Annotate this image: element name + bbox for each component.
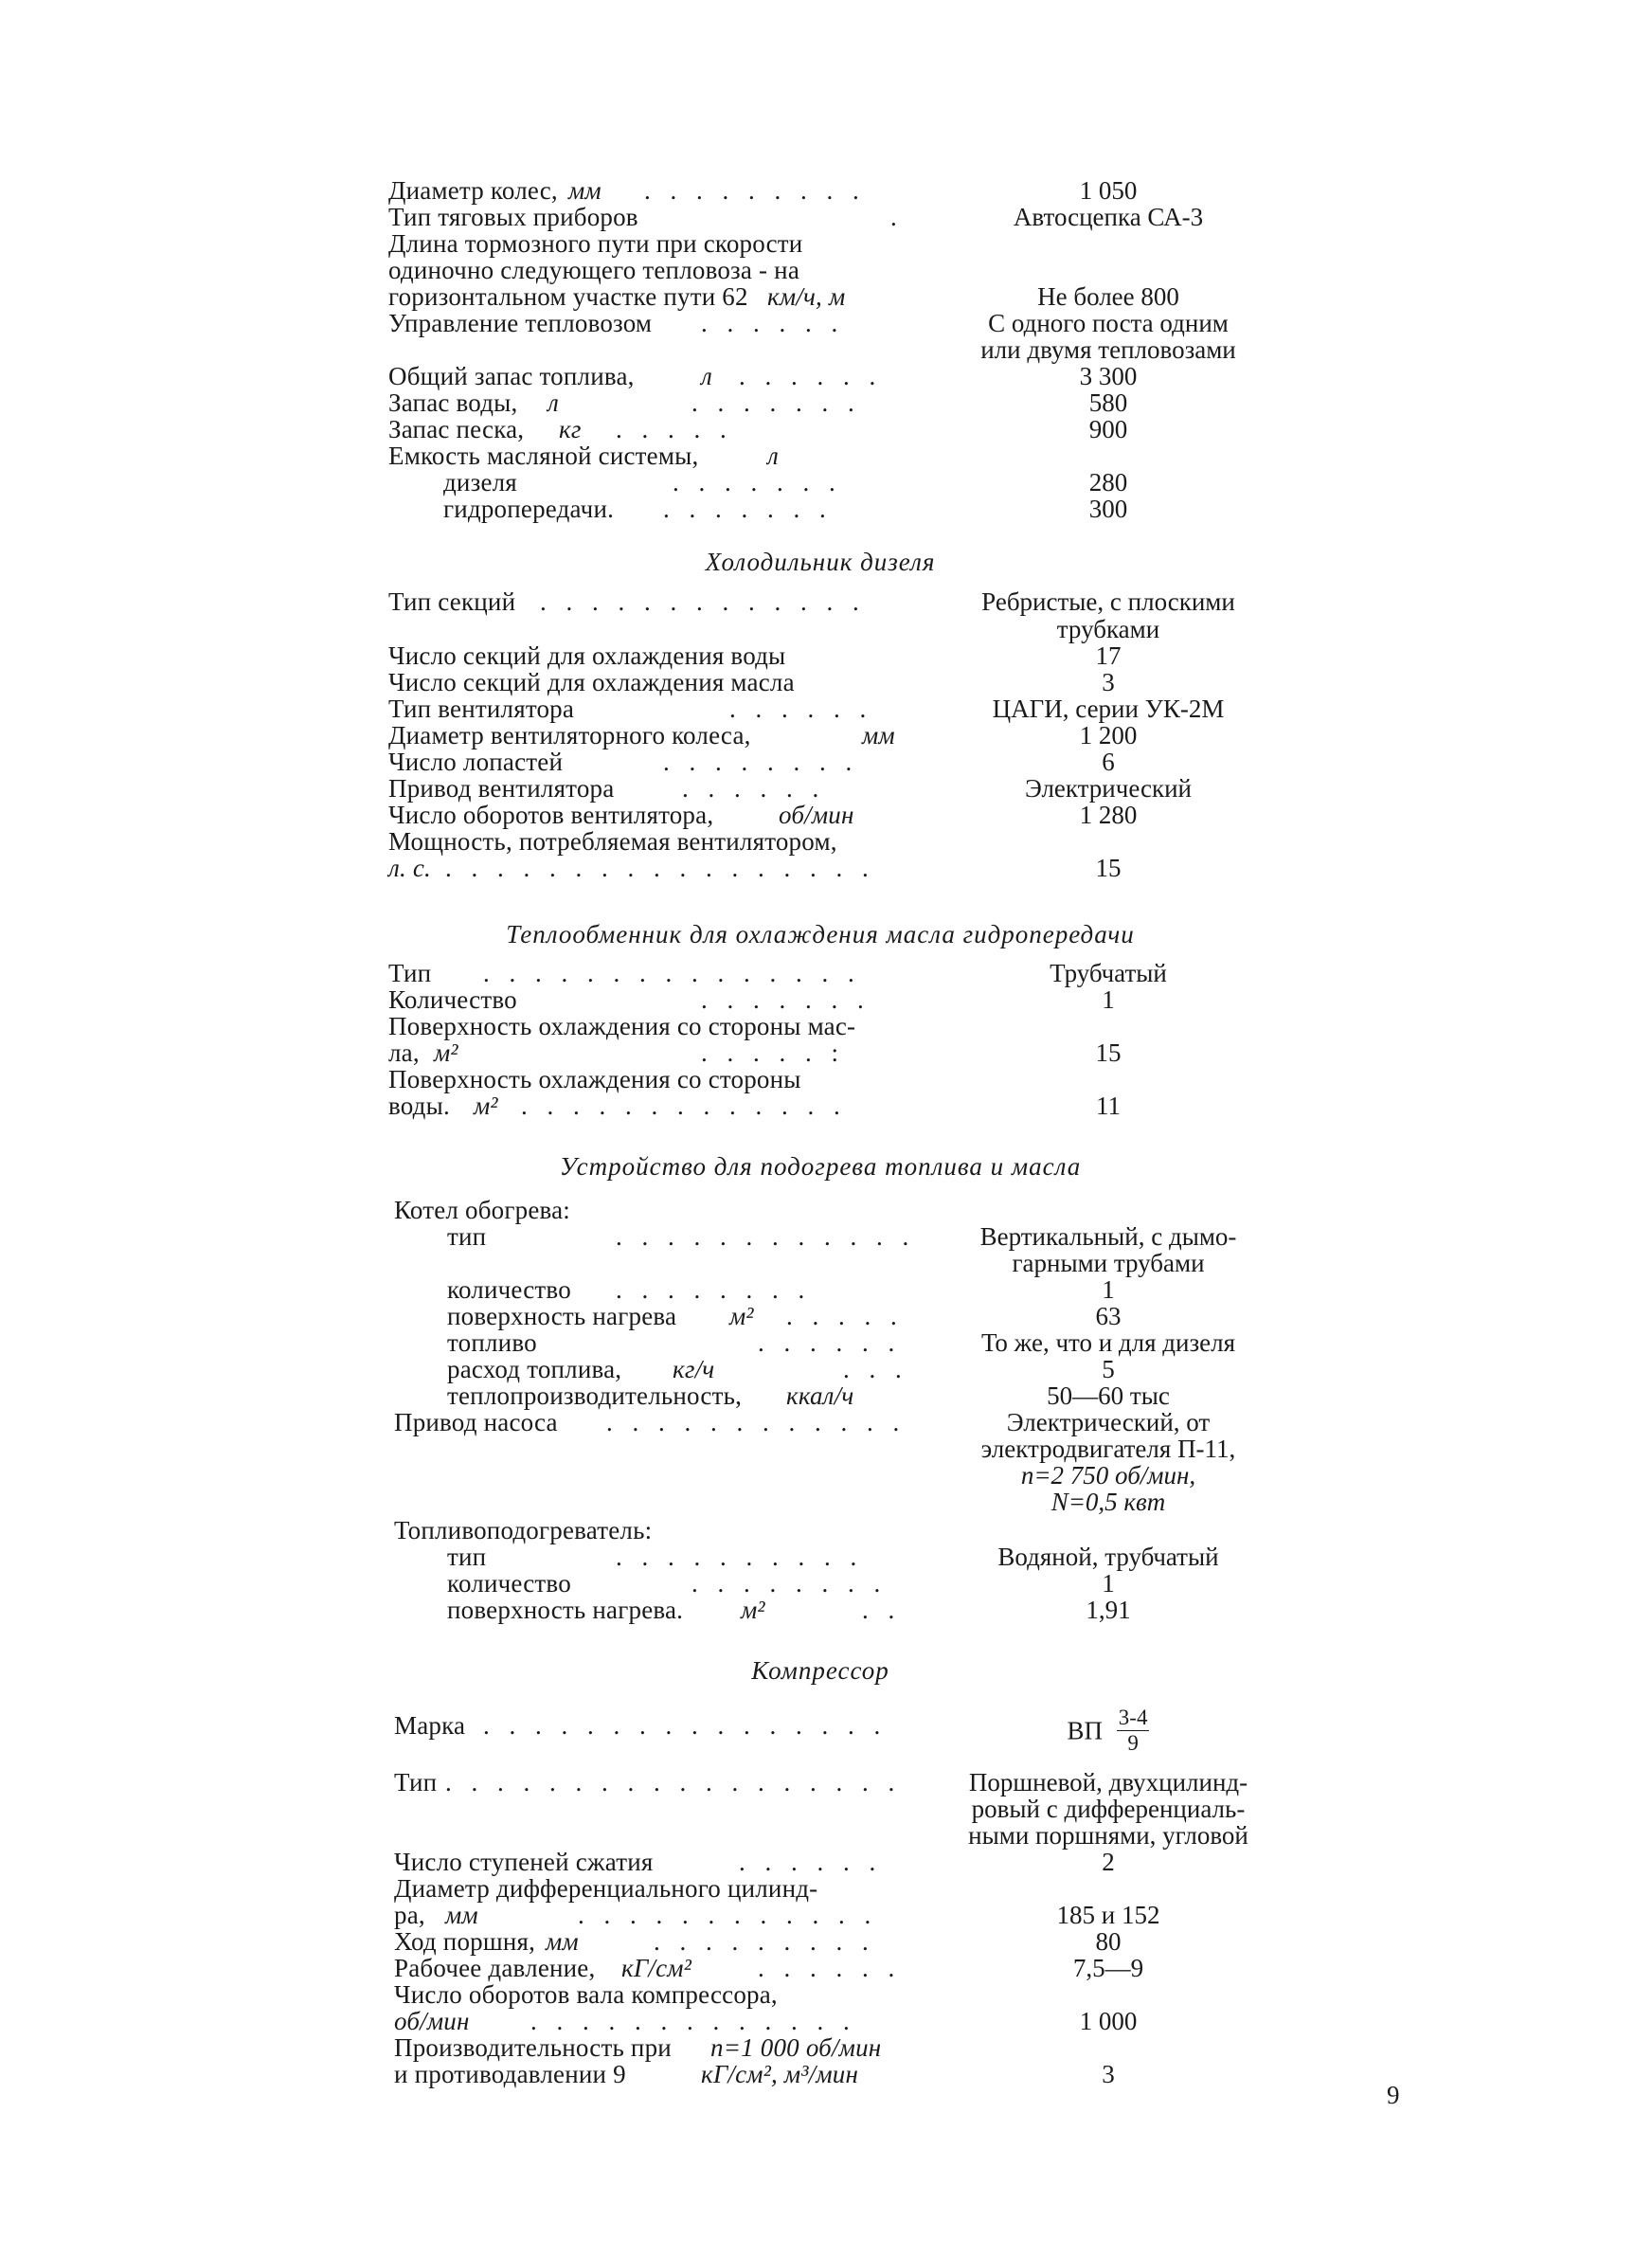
spec-label: поверхность нагрева (447, 1302, 677, 1330)
spec-label: Поверхность охлаждения со стороны мас- (388, 1012, 856, 1040)
spec-unit: л (767, 442, 779, 470)
spec-label: одиночно следующего тепловоза - на (388, 256, 800, 284)
spec-unit: кг (559, 415, 582, 443)
spec-value: 185 и 152 (1056, 1901, 1160, 1929)
spec-value: С одного поста одним (988, 309, 1229, 337)
spec-unit: об/мин (779, 801, 854, 829)
spec-row (388, 495, 1252, 523)
spec-label: воды. (388, 1092, 450, 1120)
spec-value: Трубчатый (1050, 959, 1167, 987)
spec-label: Управление тепловозом (388, 309, 653, 337)
spec-label: теплопроизводительность, (447, 1381, 743, 1410)
spec-value: Поршневой, двухцилинд- (968, 1768, 1248, 1797)
spec-value: 1 000 (1079, 2007, 1138, 2035)
spec-value: 15 (1095, 1038, 1122, 1067)
leader-dots: . . (862, 1596, 902, 1624)
spec-row (388, 1821, 1252, 1850)
spec-row (388, 615, 1252, 643)
spec-label: Тип (388, 959, 432, 987)
spec-label: поверхность нагрева. (447, 1596, 684, 1624)
brand-value (919, 1706, 1298, 1756)
spec-row (388, 587, 1252, 616)
spec-value: 280 (1088, 468, 1128, 497)
spec-unit: л (548, 388, 559, 417)
spec-row (388, 468, 1252, 497)
leader-dots: . . . . . : (701, 1038, 846, 1067)
spec-label: Число лопастей (388, 748, 564, 776)
spec-row (388, 335, 1252, 364)
spec-unit: мм (568, 176, 602, 205)
spec-row (388, 1848, 1252, 1876)
spec-value: 63 (1095, 1302, 1122, 1330)
spec-label: Производительность при (394, 2033, 672, 2062)
leader-dots: . . . . . . . . (616, 1275, 812, 1304)
spec-row (388, 203, 1252, 231)
leader-dots: . . . . . . . . . . . . . (521, 1092, 847, 1120)
section-heading: Холодильник дизеля (705, 548, 936, 576)
leader-dots: . . . . . . . (701, 985, 871, 1014)
spec-row (388, 1435, 1252, 1463)
spec-label: Мощность, потребляемая вентилятором, (388, 827, 837, 856)
spec-row (388, 309, 1252, 337)
spec-label: Ход поршня, (394, 1927, 536, 1956)
leader-dots: . . . . . . . . (663, 748, 859, 776)
spec-row (388, 362, 1252, 390)
leader-dots: . (890, 203, 904, 231)
spec-row (388, 2007, 1252, 2035)
leader-dots: . . . . . . (758, 1328, 902, 1357)
spec-label: Запас воды, (388, 388, 518, 417)
spec-label: Котел обогрева: (394, 1196, 570, 1224)
leader-dots: . . . . . . . . . . . . (578, 1901, 878, 1929)
spec-row (388, 2060, 1252, 2088)
spec-value: 11 (1096, 1092, 1121, 1120)
leader-dots: . . . . . . . (691, 388, 861, 417)
spec-value: 3 300 (1079, 362, 1138, 390)
spec-label: ра, (394, 1901, 425, 1929)
spec-value: То же, что и для дизеля (980, 1328, 1236, 1357)
spec-value: 15 (1095, 854, 1122, 882)
spec-label: количество (447, 1275, 571, 1304)
spec-unit: n=1 000 об/мин (710, 2033, 882, 2062)
spec-row (388, 229, 1252, 258)
spec-row (388, 1768, 1252, 1797)
spec-value: Электрический, от (1006, 1408, 1211, 1436)
spec-unit: ккал/ч (786, 1381, 854, 1410)
spec-label: Тип (394, 1768, 438, 1797)
spec-label: гидропередачи. (443, 495, 615, 523)
spec-row (388, 1222, 1252, 1251)
leader-dots: . . . . . (786, 1302, 904, 1330)
spec-value: 3 (1102, 668, 1115, 696)
leader-dots: . . . . . . (729, 695, 873, 723)
spec-label: Число оборотов вентилятора, (388, 801, 714, 829)
spec-value: 6 (1102, 748, 1115, 776)
spec-value: 580 (1088, 388, 1128, 417)
spec-row (388, 2033, 1252, 2062)
spec-unit: кг/ч (673, 1355, 715, 1383)
spec-label: Рабочее давление, (394, 1954, 596, 1982)
spec-value: 1 050 (1079, 176, 1138, 205)
spec-row (388, 1249, 1252, 1277)
spec-label: Число секций для охлаждения масла (388, 668, 795, 696)
spec-label: Емкость масляной системы, (388, 442, 699, 470)
spec-value: 3 (1102, 2060, 1115, 2088)
leader-dots: . . . . . . . . . . . . . . . . (483, 1711, 888, 1740)
spec-row (388, 1954, 1252, 1982)
spec-unit: мм (445, 1901, 478, 1929)
spec-row (388, 1038, 1252, 1067)
spec-unit: л. с. (388, 854, 432, 882)
spec-label: Длина тормозного пути при скорости (388, 229, 803, 258)
spec-unit: м² (741, 1596, 765, 1624)
spec-value: 7,5—9 (1072, 1954, 1144, 1982)
brand-fraction (1117, 1706, 1150, 1756)
spec-label: Общий запас топлива, (388, 362, 635, 390)
leader-dots: . . . . . . . . . . . . . . . . . . (445, 1768, 902, 1797)
spec-value: 50—60 тыс (1047, 1381, 1170, 1410)
spec-row (388, 827, 1252, 856)
spec-row (388, 282, 1252, 311)
leader-dots: . . . . . . (701, 309, 845, 337)
leader-dots: . . . . . . . . . . (616, 1543, 864, 1571)
spec-row (388, 1901, 1252, 1929)
spec-row (388, 721, 1252, 749)
spec-label: дизеля (443, 468, 517, 497)
spec-value: 1 (1102, 1569, 1115, 1598)
spec-label: горизонтальном участке пути 62 (388, 282, 748, 311)
spec-row (388, 1516, 1252, 1544)
spec-row (388, 1874, 1252, 1903)
spec-row (388, 959, 1252, 987)
spec-label: Запас песка, (388, 415, 525, 443)
leader-dots: . . . (843, 1355, 908, 1383)
spec-unit: мм (862, 721, 895, 749)
spec-label: Топливоподогреватель: (394, 1516, 653, 1544)
spec-label: Диаметр вентиляторного колеса, (388, 721, 751, 749)
page-number: 9 (1387, 2081, 1400, 2109)
spec-row (388, 415, 1252, 443)
spec-unit: м² (434, 1038, 458, 1067)
section-heading: Компрессор (751, 1656, 889, 1685)
section-heading: Теплообменник для охлаждения масла гидропередачи (506, 920, 1135, 948)
leader-dots: . . . . . . . . . . . . (606, 1408, 907, 1436)
spec-row (388, 668, 1252, 696)
spec-row (388, 1795, 1252, 1823)
spec-row (388, 801, 1252, 829)
spec-row (388, 1381, 1252, 1410)
spec-label: Марка (394, 1711, 466, 1740)
leader-dots: . . . . . . . . . . . . . (540, 587, 866, 616)
leader-dots: . . . . . . . (663, 495, 833, 523)
spec-label: количество (447, 1569, 571, 1598)
spec-value: 900 (1088, 415, 1128, 443)
spec-row (388, 854, 1252, 882)
spec-row (388, 1408, 1252, 1436)
spec-value: Водяной, трубчатый (997, 1543, 1219, 1571)
spec-label: Тип секций (388, 587, 516, 616)
leader-dots: . . . . . . (739, 362, 883, 390)
spec-value: гарными трубами (1012, 1249, 1205, 1277)
spec-value: 1 (1102, 985, 1115, 1014)
spec-unit: об/мин (394, 2007, 470, 2035)
spec-label: расход топлива, (447, 1355, 622, 1383)
spec-value: Ребристые, с плоскими (981, 587, 1235, 616)
spec-value: N=0,5 квт (1050, 1488, 1166, 1516)
spec-unit: кГ/см² (621, 1954, 691, 1982)
spec-label: топливо (447, 1328, 537, 1357)
spec-label: ла, (388, 1038, 420, 1067)
spec-row (388, 1092, 1252, 1120)
leader-dots: . . . . . . (758, 1954, 902, 1982)
spec-unit: м² (729, 1302, 754, 1330)
spec-row (388, 695, 1252, 723)
spec-label: Диаметр дифференциального цилинд- (394, 1874, 818, 1903)
spec-value: Электрический (1024, 774, 1192, 803)
brand-denominator: 9 (1127, 1731, 1139, 1755)
spec-row (388, 1461, 1252, 1490)
leader-dots: . . . . . . (682, 774, 826, 803)
spec-row (388, 1980, 1252, 2009)
spec-value: ными поршнями, угловой (968, 1821, 1248, 1850)
spec-row (388, 176, 1252, 205)
leader-dots: . . . . . . . . (691, 1569, 888, 1598)
spec-row (388, 1596, 1252, 1624)
spec-row (388, 1302, 1252, 1330)
brand-prefix: ВП (1067, 1716, 1104, 1745)
spec-label: Тип вентилятора (388, 695, 575, 723)
section-heading: Устройство для подогрева топлива и масла (559, 1152, 1082, 1181)
spec-label: Диаметр колес, (388, 176, 558, 205)
spec-row (388, 641, 1252, 670)
spec-row (388, 748, 1252, 776)
spec-value: Автосцепка СА-3 (1013, 203, 1204, 231)
spec-unit: м² (474, 1092, 498, 1120)
spec-row (388, 774, 1252, 803)
spec-value: трубками (1056, 615, 1160, 643)
leader-dots: . . . . . . (739, 1848, 883, 1876)
spec-value: Не более 800 (1037, 282, 1179, 311)
spec-row (388, 1196, 1252, 1224)
spec-row (388, 1543, 1252, 1571)
spec-row (388, 388, 1252, 417)
leader-dots: . . . . . . . . . . . . . (530, 2007, 856, 2035)
leader-dots: . . . . . . . (673, 468, 842, 497)
spec-unit: л (701, 362, 712, 390)
spec-row (388, 1328, 1252, 1357)
spec-value: 300 (1088, 495, 1128, 523)
spec-label: Поверхность охлаждения со стороны (388, 1065, 801, 1093)
spec-value: 1 (1102, 1275, 1115, 1304)
spec-row (388, 256, 1252, 284)
spec-unit: кГ/см², м³/мин (701, 2060, 859, 2088)
spec-row (388, 1012, 1252, 1040)
spec-value: или двумя тепловозами (980, 335, 1236, 364)
spec-value: Вертикальный, с дымо- (979, 1222, 1237, 1251)
leader-dots: . . . . . . . . . (654, 1927, 875, 1956)
spec-unit: мм (546, 1927, 579, 1956)
spec-label: Тип тяговых приборов (388, 203, 638, 231)
spec-row (388, 1569, 1252, 1598)
spec-value: 80 (1095, 1927, 1122, 1956)
spec-row (388, 985, 1252, 1014)
spec-label: тип (447, 1222, 487, 1251)
spec-row (388, 1488, 1252, 1516)
spec-row (388, 1355, 1252, 1383)
spec-row (388, 442, 1252, 470)
spec-value: 1,91 (1086, 1596, 1131, 1624)
spec-label: Число ступеней сжатия (394, 1848, 654, 1876)
spec-row (388, 1065, 1252, 1093)
spec-label: Число оборотов вала компрессора, (394, 1980, 778, 2009)
leader-dots: . . . . . . . . . . . . (616, 1222, 916, 1251)
leader-dots: . . . . . . . . . (644, 176, 866, 205)
spec-unit: км/ч, м (767, 282, 846, 311)
spec-value: ровый с дифференциаль- (971, 1795, 1246, 1823)
spec-value: электродвигателя П-11, (980, 1435, 1236, 1463)
spec-label: Количество (388, 985, 517, 1014)
spec-label: Число секций для охлаждения воды (388, 641, 786, 670)
leader-dots: . . . . . (616, 415, 733, 443)
spec-value: 5 (1102, 1355, 1115, 1383)
leader-dots: . . . . . . . . . . . . . . . . . (445, 854, 875, 882)
spec-value: ЦАГИ, серии УК-2М (992, 695, 1225, 723)
spec-row (388, 1927, 1252, 1956)
leader-dots: . . . . . . . . . . . . . . . (483, 959, 861, 987)
spec-label: тип (447, 1543, 487, 1571)
spec-label: Привод вентилятора (388, 774, 615, 803)
spec-value: 2 (1102, 1848, 1115, 1876)
spec-row (388, 1275, 1252, 1304)
spec-label: Привод насоса (394, 1408, 558, 1436)
spec-value: 1 200 (1079, 721, 1138, 749)
brand-numerator: 3-4 (1118, 1706, 1148, 1729)
spec-value: n=2 750 об/мин, (1020, 1461, 1196, 1490)
spec-label: и противодавлении 9 (394, 2060, 626, 2088)
spec-value: 1 280 (1079, 801, 1138, 829)
spec-value: 17 (1095, 641, 1122, 670)
